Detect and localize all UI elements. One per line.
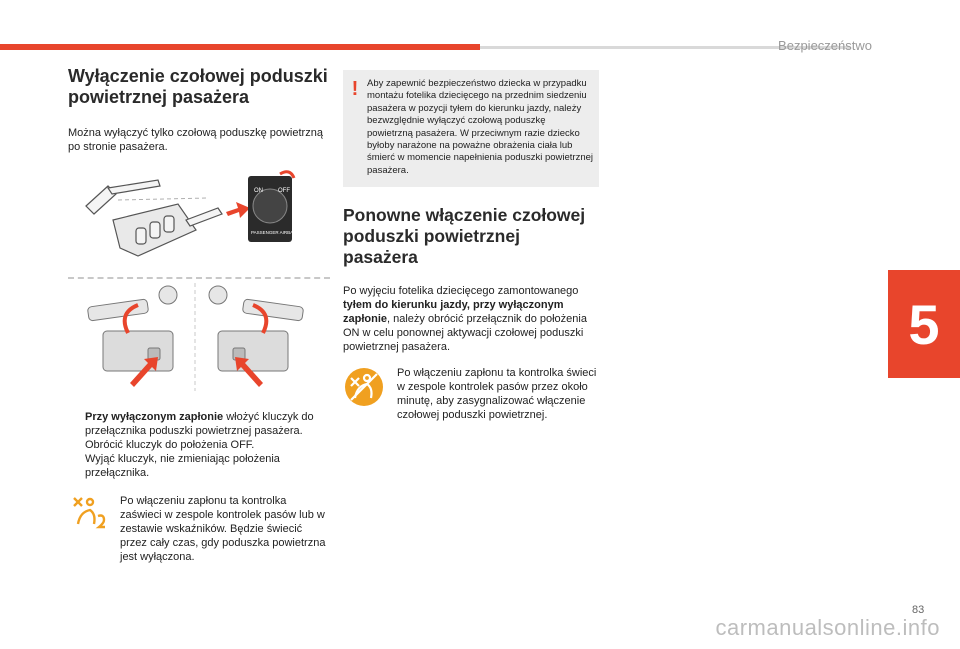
note-text: Po włączeniu zapłonu ta kontrolka zaświeci w zespole kontrolek pasów lub w zestawie wskaźników. Będzie świecić przez cały czas, gdy poduszka powietrzna jest wyłączona. bbox=[120, 495, 326, 563]
airbag-off-note bbox=[68, 494, 330, 564]
key-switch-illustration bbox=[68, 168, 323, 268]
warning-icon: ! bbox=[351, 78, 359, 100]
step-item bbox=[68, 410, 330, 438]
step-item bbox=[68, 452, 330, 480]
insert-arrow-icon bbox=[226, 202, 250, 218]
left-column bbox=[68, 66, 330, 564]
bullet-icon bbox=[68, 410, 85, 438]
page-number: 83 bbox=[912, 604, 925, 616]
switch-on-label: ON bbox=[254, 188, 263, 194]
warning-box bbox=[343, 70, 599, 187]
watermark: carmanualsonline.info bbox=[715, 615, 940, 640]
section-heading: Ponowne włączenie czołowej poduszki powietrznej pasażera bbox=[343, 205, 586, 268]
bullet-icon bbox=[68, 438, 85, 452]
step-text: włożyć kluczyk do przełącznika poduszki powietrznej pasażera. bbox=[85, 411, 314, 437]
airbag-off-warning-icon bbox=[68, 494, 108, 530]
step-item bbox=[68, 438, 330, 452]
airbag-on-warning-icon bbox=[343, 366, 385, 408]
warning-text: Aby zapewnić bezpieczeństwo dziecka w przypadku montażu fotelika dziecięcego na przednim siedzeniu pasażera w pozycji tyłem do kierunku jazdy, należy bezwzględnie wyłączyć czołową poduszkę powietrzną pasażera. W przeciwnym razie dziecko byłoby narażone na poważne obrażenia ciała lub śmierć w momencie napełnienia poduszki powietrznej pasażera. bbox=[367, 78, 593, 176]
switch-caption: PASSENGER AIRBAG bbox=[251, 230, 297, 235]
figure-divider bbox=[68, 277, 330, 279]
chapter-tab: 5 bbox=[888, 270, 960, 378]
section-heading: Wyłączenie czołowej poduszki powietrznej pasażera bbox=[68, 66, 328, 107]
switch-off-label: OFF bbox=[278, 188, 290, 194]
para-bold: tyłem do kierunku jazdy, przy wyłączonym zapłonie bbox=[343, 299, 564, 326]
airbag-on-note bbox=[343, 366, 599, 422]
intro-text: Można wyłączyć tylko czołową poduszkę powietrzną po stronie pasażera. bbox=[68, 127, 323, 153]
header-accent-bar bbox=[0, 44, 480, 50]
steering-wheel-icon bbox=[159, 286, 177, 304]
right-column bbox=[343, 70, 599, 422]
step-bold: Przy wyłączonym zapłonie bbox=[85, 411, 224, 423]
reactivation-text bbox=[343, 284, 599, 354]
dashboard-illustration bbox=[68, 283, 323, 391]
step-list bbox=[68, 410, 330, 480]
step-text: Obrócić kluczyk do położenia OFF. bbox=[85, 439, 255, 451]
steering-wheel-icon bbox=[209, 286, 227, 304]
para-text: , należy obrócić przełącznik do położenia ON w celu ponownej aktywacji czołowej poduszki powietrznej pasażera. bbox=[343, 313, 587, 354]
para-text: Po wyjęciu fotelika dziecięcego zamontowanego bbox=[343, 285, 579, 298]
bullet-icon bbox=[68, 452, 85, 480]
section-title: Bezpieczeństwo bbox=[778, 38, 872, 53]
step-text: Wyjąć kluczyk, nie zmieniając położenia przełącznika. bbox=[85, 453, 280, 479]
note-text: Po włączeniu zapłonu ta kontrolka świeci w zespole kontrolek pasów przez około minutę, aby zasygnalizować włączenie czołowej poduszki powietrznej. bbox=[397, 367, 597, 422]
